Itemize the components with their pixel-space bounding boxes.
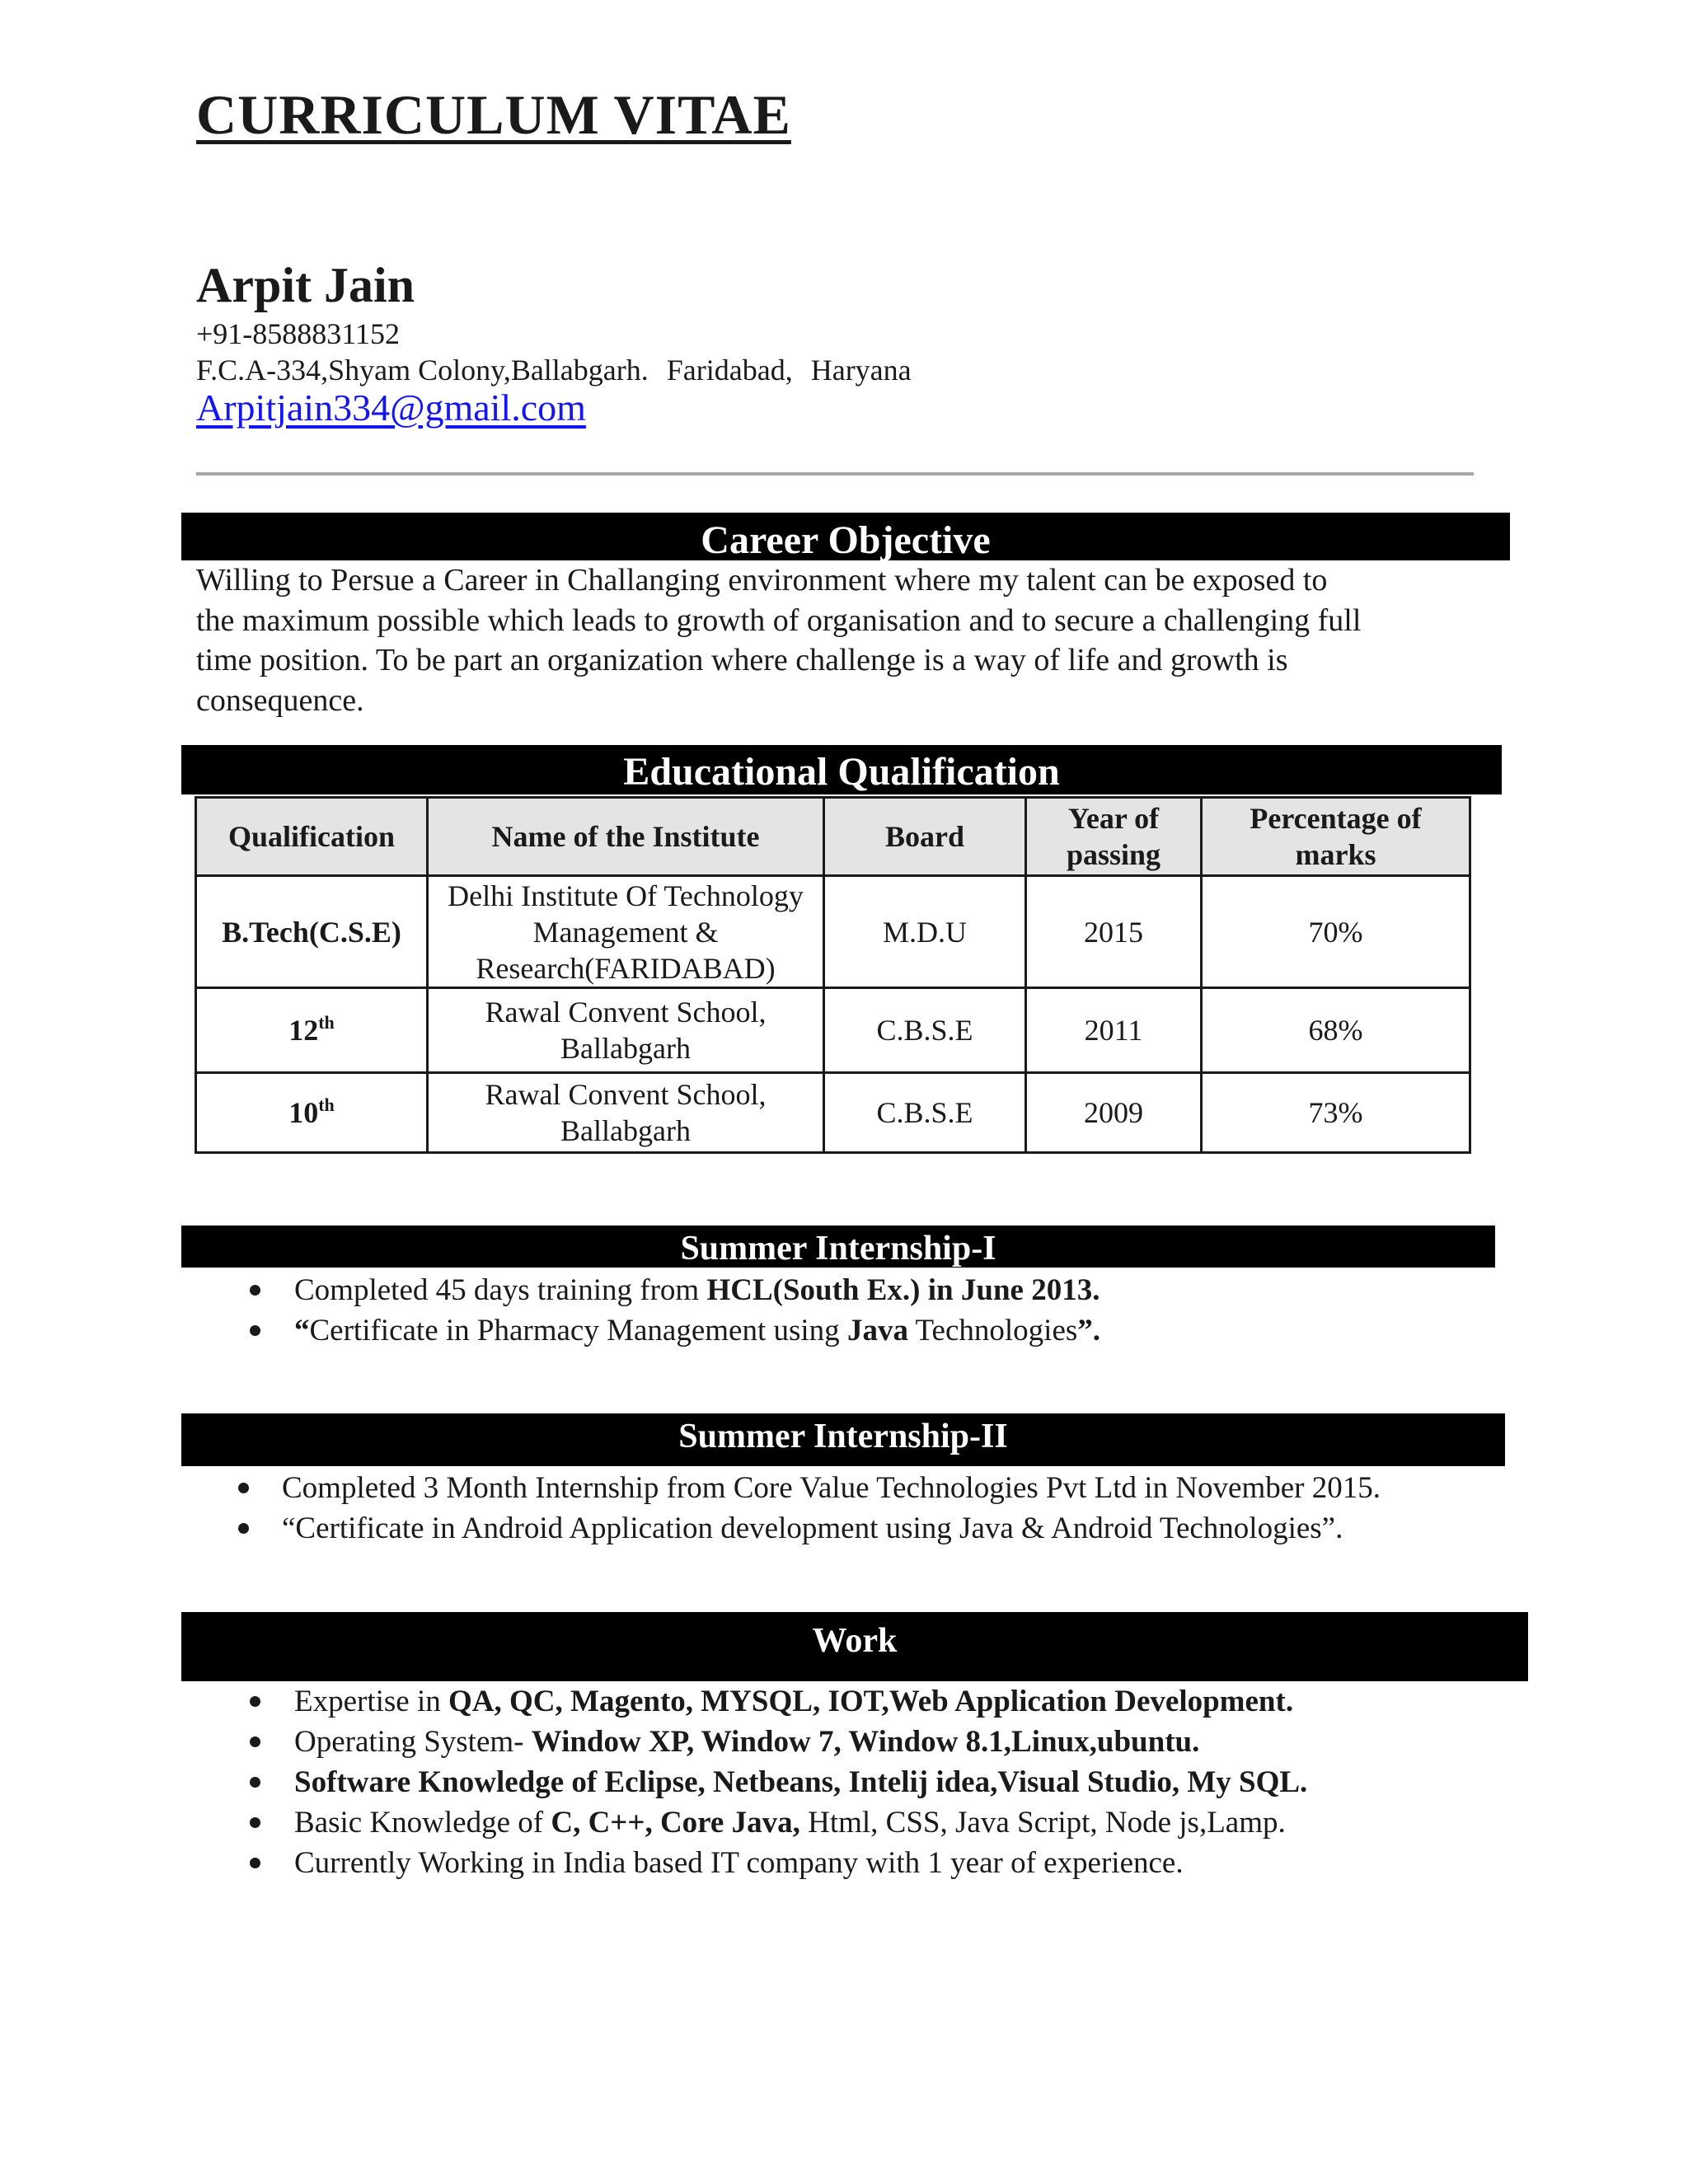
internship2-heading-bar: [181, 1413, 1505, 1466]
institute-cell: Rawal Convent School, Ballabgarh: [428, 1073, 824, 1153]
career-objective-text: [196, 560, 1482, 720]
list-item-text: “: [294, 1314, 310, 1347]
bullet-icon: [250, 1817, 260, 1828]
bullet-icon: [250, 1696, 260, 1707]
list-item: [294, 1722, 1307, 1762]
internship2-heading: Summer Internship-II: [678, 1418, 1008, 1455]
internship1-heading: Summer Internship-I: [680, 1230, 996, 1268]
list-item-text: Completed 45 days training from: [294, 1273, 707, 1307]
qualification-cell: 10th: [196, 1073, 428, 1153]
objective-line: Willing to Persue a Career in Challanging environment where my talent can be exposed to: [196, 563, 1328, 598]
list-item-text: Window XP, Window 7, Window 8.1,Linux,ubuntu.: [531, 1725, 1200, 1759]
year-cell: 2015: [1026, 876, 1202, 988]
bullet-icon: [250, 1736, 260, 1747]
bullet-icon: [250, 1325, 260, 1336]
internship1-list: [294, 1270, 1100, 1351]
table-row: [196, 988, 1470, 1073]
list-item-text: Basic Knowledge of: [294, 1806, 551, 1840]
list-item-text: C, C++, Core Java,: [551, 1806, 800, 1840]
list-item-text: Html, CSS, Java Script, Node js,Lamp.: [799, 1806, 1286, 1840]
work-heading: Work: [812, 1622, 898, 1660]
board-cell: C.B.S.E: [824, 1073, 1026, 1153]
board-cell: C.B.S.E: [824, 988, 1026, 1073]
objective-line: the maximum possible which leads to growth of organisation and to secure a challenging full: [196, 602, 1362, 638]
list-item-text: “Certificate in Android Application development using Java & Android Technologies”.: [282, 1511, 1343, 1545]
qualification-cell: 12th: [196, 988, 428, 1073]
column-header-qualification: Qualification: [196, 798, 428, 876]
list-item-text: ”.: [1077, 1314, 1101, 1347]
bullet-icon: [250, 1858, 260, 1868]
institute-cell: Rawal Convent School, Ballabgarh: [428, 988, 824, 1073]
percentage-cell: 68%: [1202, 988, 1470, 1073]
header-divider: [196, 472, 1474, 476]
bullet-icon: [238, 1483, 249, 1493]
list-item-text: Java: [846, 1314, 908, 1347]
list-item-text: Expertise in: [294, 1685, 449, 1718]
list-item: [282, 1468, 1381, 1508]
list-item: [294, 1310, 1100, 1351]
percentage-cell: 70%: [1202, 876, 1470, 988]
address-city: Faridabad,: [666, 354, 793, 387]
email-link[interactable]: Arpitjain334@gmail.com: [196, 387, 586, 429]
list-item: [294, 1843, 1307, 1883]
table-header-row: [196, 798, 1470, 876]
year-cell: 2009: [1026, 1073, 1202, 1153]
list-item: [294, 1681, 1307, 1722]
column-header-institute: Name of the Institute: [428, 798, 824, 876]
year-cell: 2011: [1026, 988, 1202, 1073]
table-row: [196, 876, 1470, 988]
internship2-list: [282, 1468, 1381, 1549]
institute-cell: Delhi Institute Of Technology Management & Research(FARIDABAD): [428, 876, 824, 988]
career-objective-heading: Career Objective: [701, 518, 991, 562]
table-row: [196, 1073, 1470, 1153]
career-objective-heading-bar: [181, 513, 1510, 560]
list-item: [294, 1802, 1307, 1843]
list-item: [294, 1270, 1100, 1310]
bullet-icon: [250, 1285, 260, 1296]
education-heading: Educational Qualification: [623, 750, 1060, 794]
phone-number: +91-8588831152: [196, 317, 400, 350]
list-item-text: QA, QC, Magento, MYSQL, IOT,Web Application Development.: [448, 1685, 1294, 1718]
column-header-board: Board: [824, 798, 1026, 876]
candidate-name: Arpit Jain: [196, 258, 415, 312]
address-street: F.C.A-334,Shyam Colony,Ballabgarh.: [196, 354, 649, 387]
bullet-icon: [250, 1777, 260, 1788]
education-table: [195, 796, 1471, 1154]
qualification-cell: B.Tech(C.S.E): [196, 876, 428, 988]
list-item-text: HCL(South Ex.) in June 2013.: [706, 1273, 1100, 1307]
list-item: [294, 1762, 1307, 1802]
list-item-text: Technologies: [907, 1314, 1078, 1347]
internship1-heading-bar: [181, 1226, 1495, 1268]
list-item-text: Completed 3 Month Internship from Core Value Technologies Pvt Ltd in November 2015.: [282, 1471, 1381, 1505]
objective-line: consequence.: [196, 682, 364, 718]
objective-line: time position. To be part an organization where challenge is a way of life and growth is: [196, 643, 1288, 677]
document-title: CURRICULUM VITAE: [196, 83, 791, 146]
board-cell: M.D.U: [824, 876, 1026, 988]
list-item-text: Operating System-: [294, 1725, 532, 1759]
work-list: [294, 1681, 1307, 1883]
address: [196, 353, 912, 387]
education-heading-bar: [181, 745, 1502, 794]
list-item: [282, 1508, 1381, 1549]
column-header-percentage: Percentage of marks: [1202, 798, 1470, 876]
percentage-cell: 73%: [1202, 1073, 1470, 1153]
list-item-text: Software Knowledge of Eclipse, Netbeans, Intelij idea,Visual Studio, My SQL.: [294, 1765, 1308, 1799]
column-header-year: Year of passing: [1026, 798, 1202, 876]
address-state: Haryana: [810, 354, 912, 387]
list-item-text: Currently Working in India based IT company with 1 year of experience.: [294, 1846, 1184, 1880]
list-item-text: Certificate in Pharmacy Management using: [309, 1314, 847, 1347]
work-heading-bar: [181, 1612, 1528, 1681]
bullet-icon: [238, 1523, 249, 1534]
